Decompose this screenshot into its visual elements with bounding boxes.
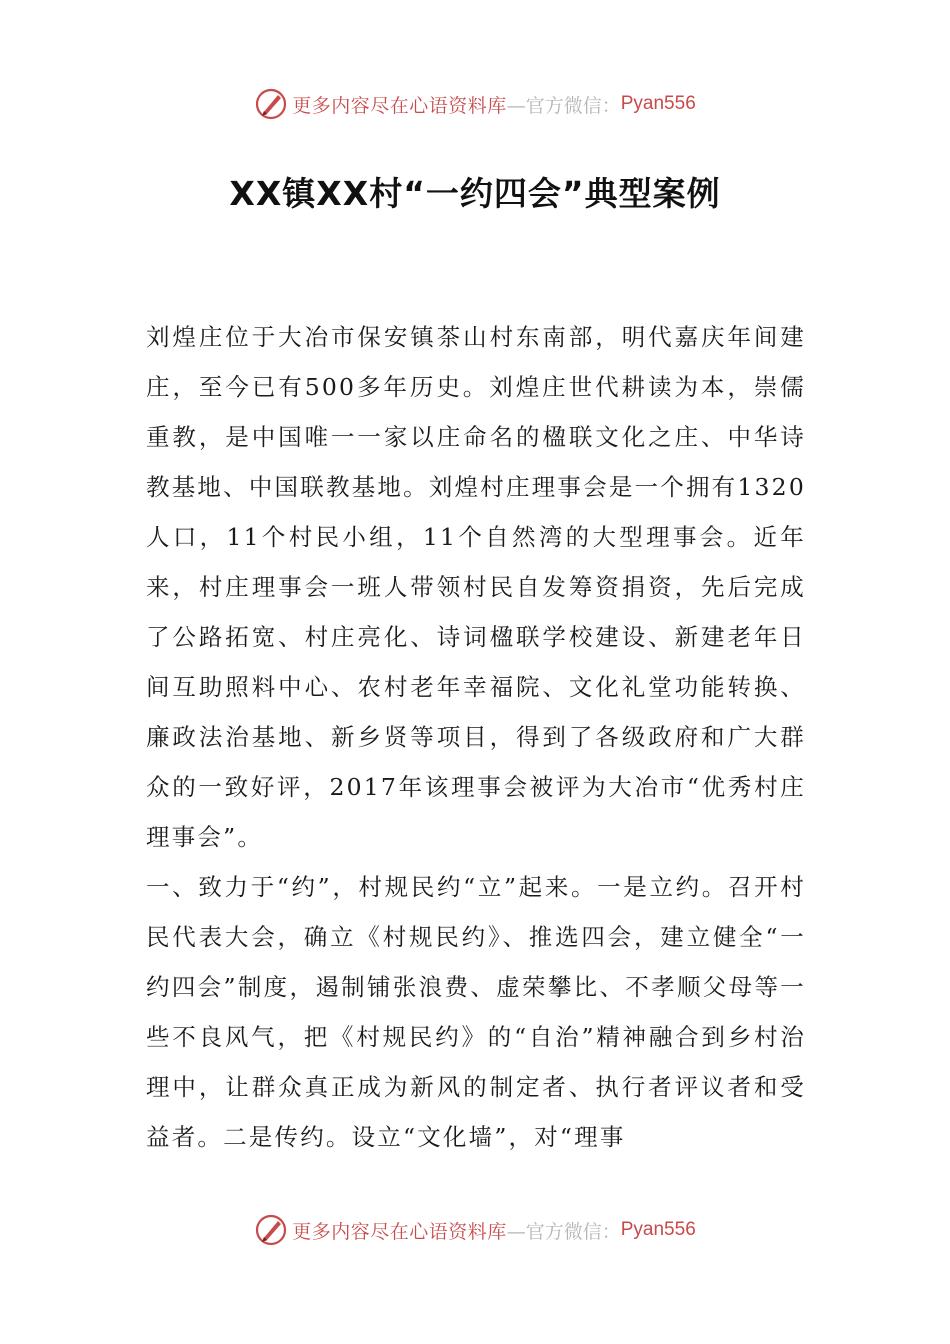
header-brand: 更多内容尽在心语资料库 (292, 94, 507, 117)
footer-wechat-id: Pyan556 (620, 1219, 696, 1240)
pen-logo-icon (254, 1213, 288, 1247)
header-wechat-id: Pyan556 (620, 93, 696, 114)
header-banner (0, 84, 950, 124)
footer-brand: 更多内容尽在心语资料库 (292, 1220, 507, 1243)
footer-banner (0, 1210, 950, 1250)
document-title: XX镇XX村“一约四会”典型案例 (229, 174, 721, 213)
body-paragraph: 一、致力于“约”，村规民约“立”起来。一是立约。召开村民代表大会，确立《村规民约》、推选四会，建立健全“一约四会”制度，遏制铺张浪费、虚荣攀比、不孝顺父母等一些不良风气，把《村规民约》的“自治”精神融合到乡村治理中，让群众真正成为新风的制定者、执行者评议者和受益者。二是传约。设立“文化墙”，对“理事 (146, 873, 806, 1151)
body-paragraph: 刘煌庄位于大冶市保安镇茶山村东南部，明代嘉庆年间建庄，至今已有500多年历史。刘煌庄世代耕读为本，崇儒重教，是中国唯一一家以庄命名的楹联文化之庄、中华诗教基地、中国联教基地。刘煌村庄理事会是一个拥有1320人口，11个村民小组，11个自然湾的大型理事会。近年来，村庄理事会一班人带领村民自发筹资捐资，先后完成了公路拓宽、村庄亮化、诗词楹联学校建设、新建老年日间互助照料中心、农村老年幸福院、文化礼堂功能转换、廉政法治基地、新乡贤等项目，得到了各级政府和广大群众的一致好评，2017年该理事会被评为大冶市“优秀村庄理事会”。 (146, 323, 806, 851)
header-official: —官方微信： (506, 94, 621, 117)
pen-logo-icon (254, 87, 288, 121)
footer-official: —官方微信： (506, 1220, 621, 1243)
document-body (146, 312, 806, 1162)
